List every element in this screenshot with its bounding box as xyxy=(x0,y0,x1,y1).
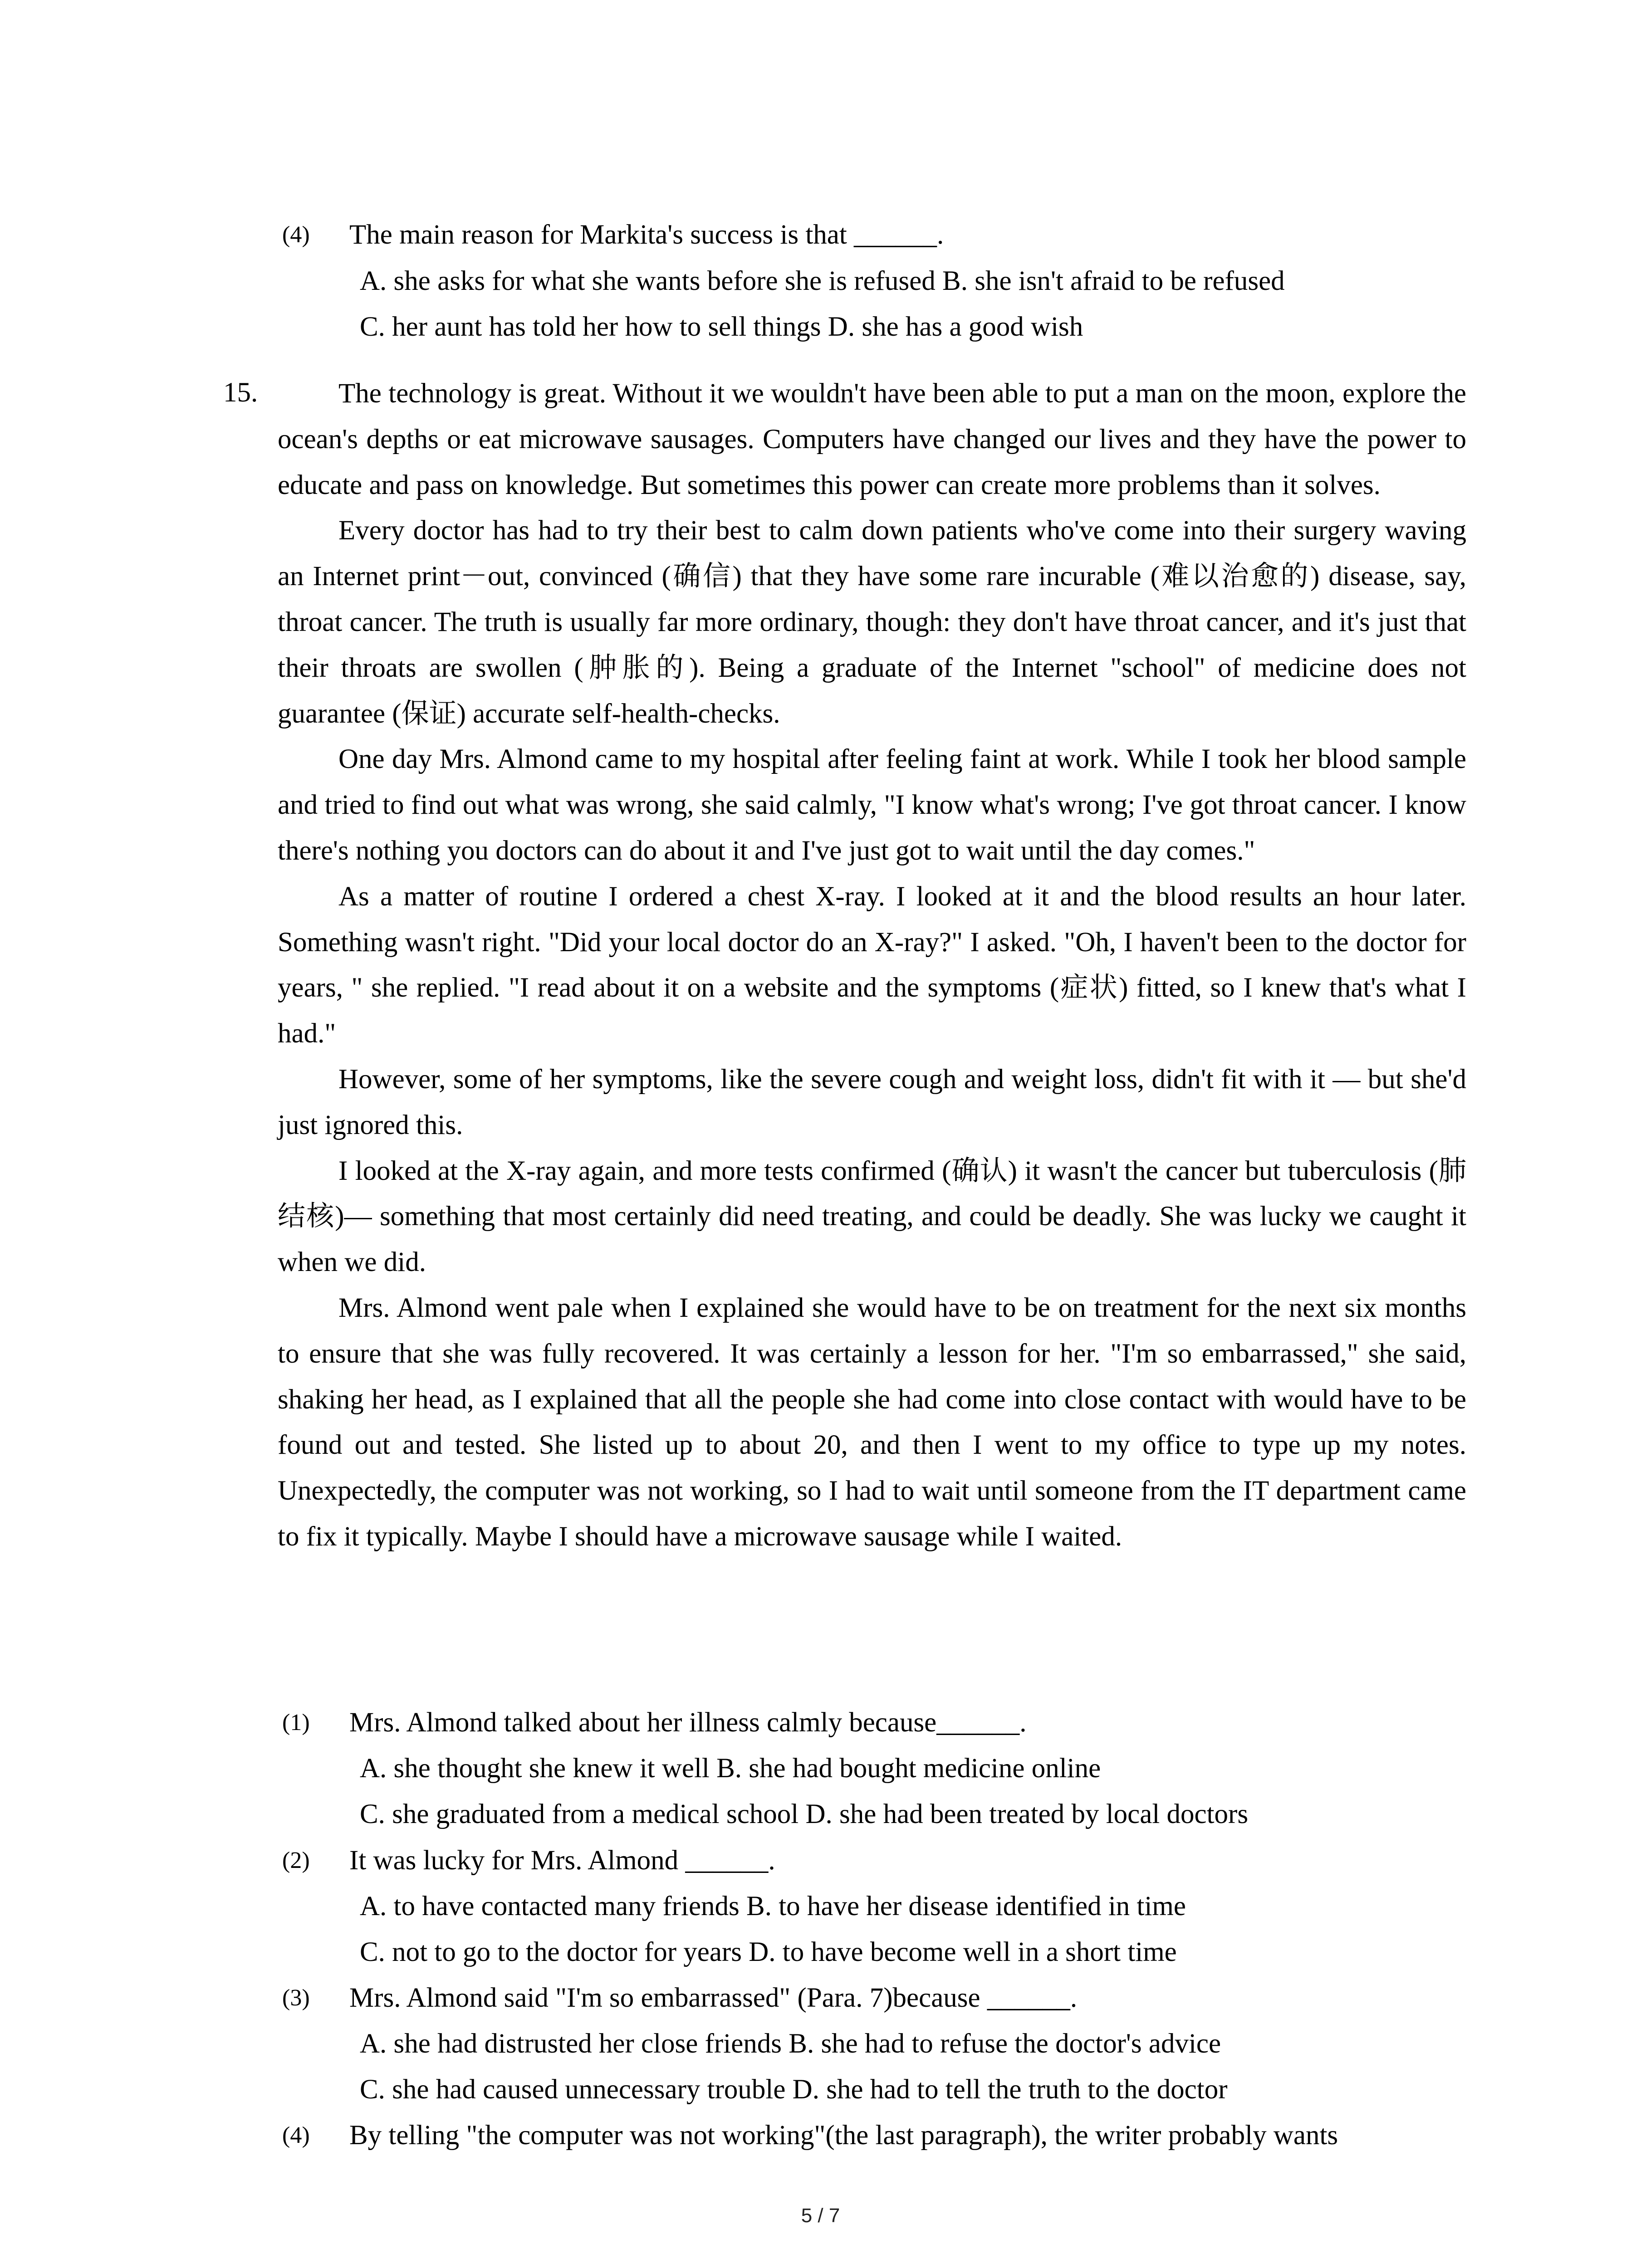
options-line: A. she had distrusted her close friends B. she had to refuse the doctor's advice xyxy=(360,2028,1221,2059)
passage-paragraph: However, some of her symptoms, like the severe cough and weight loss, didn't fit with it — but she'd just ignored this. xyxy=(278,1064,1466,1140)
options-line: C. her aunt has told her how to sell things D. she has a good wish xyxy=(360,312,1083,342)
passage-body xyxy=(278,371,1466,1560)
options-line: A. to have contacted many friends B. to have her disease identified in time xyxy=(360,1891,1186,1921)
page-indicator: 5 / 7 xyxy=(801,2204,840,2227)
options-line: A. she asks for what she wants before she is refused B. she isn't afraid to be refused xyxy=(360,266,1285,296)
question-number: (2) xyxy=(282,1848,310,1873)
passage-paragraph: The technology is great. Without it we wouldn't have been able to put a man on the moon, explore the ocean's depths or eat microwave sausages. Computers have changed our lives and they have the power to educate and pass on knowledge. But sometimes this power can create more problems than it solves. xyxy=(278,378,1466,500)
passage-paragraph: Every doctor has had to try their best to calm down patients who've come into their surgery waving an Internet print－out, convinced (确信) that they have some rare incurable (难以治愈的) disease, say, throat cancer. The truth is usually far more ordinary, though: they don't have throat cancer, and it's just that their throats are swollen (肿胀的). Being a graduate of the Internet "school" of medicine does not guarantee (保证) accurate self-health-checks. xyxy=(278,515,1466,729)
question-stem: By telling "the computer was not working"(the last paragraph), the writer probably wants xyxy=(349,2120,1338,2151)
options-line: C. not to go to the doctor for years D. to have become well in a short time xyxy=(360,1937,1177,1967)
question-number: (1) xyxy=(282,1710,310,1735)
passage-paragraph: One day Mrs. Almond came to my hospital after feeling faint at work. While I took her blood sample and tried to find out what was wrong, she said calmly, "I know what's wrong; I've got throat cancer. I know there's nothing you doctors can do about it and I've just got to wait until the day comes." xyxy=(278,744,1466,866)
question-stem: Mrs. Almond talked about her illness calmly because______. xyxy=(349,1707,1027,1738)
options-line: A. she thought she knew it well B. she had bought medicine online xyxy=(360,1753,1101,1784)
question-stem: Mrs. Almond said "I'm so embarrassed" (Para. 7)because ______. xyxy=(349,1983,1078,2013)
passage-paragraph: As a matter of routine I ordered a chest X-ray. I looked at it and the blood results an hour later. Something wasn't right. "Did your local doctor do an X-ray?" I asked. "Oh, I haven't been to the doctor for years, " she replied. "I read about it on a website and the symptoms (症状) fitted, so I knew that's what I had." xyxy=(278,881,1466,1049)
question-stem: The main reason for Markita's success is that ______. xyxy=(349,220,944,250)
question-number: (4) xyxy=(282,2122,310,2148)
question-number: (3) xyxy=(282,1985,310,2011)
options-line: C. she graduated from a medical school D. she had been treated by local doctors xyxy=(360,1799,1249,1829)
question-stem: It was lucky for Mrs. Almond ______. xyxy=(349,1845,775,1876)
passage-paragraph: I looked at the X-ray again, and more tests confirmed (确认) it wasn't the cancer but tuberculosis (肺结核)— something that most certainly did need treating, and could be deadly. She was lucky we caught it when we did. xyxy=(278,1155,1466,1278)
question-number: (4) xyxy=(282,222,310,248)
passage-paragraph: Mrs. Almond went pale when I explained she would have to be on treatment for the next six months to ensure that she was fully recovered. It was certainly a lesson for her. "I'm so embarrassed," she said, shaking her head, as I explained that all the people she had come into close contact with would have to be found out and tested. She listed up to about 20, and then I went to my office to type up my notes. Unexpectedly, the computer was not working, so I had to wait until someone from the IT department came to fix it typically. Maybe I should have a microwave sausage while I waited. xyxy=(278,1292,1466,1552)
options-line: C. she had caused unnecessary trouble D. she had to tell the truth to the doctor xyxy=(360,2074,1228,2105)
passage-number: 15. xyxy=(223,377,258,408)
